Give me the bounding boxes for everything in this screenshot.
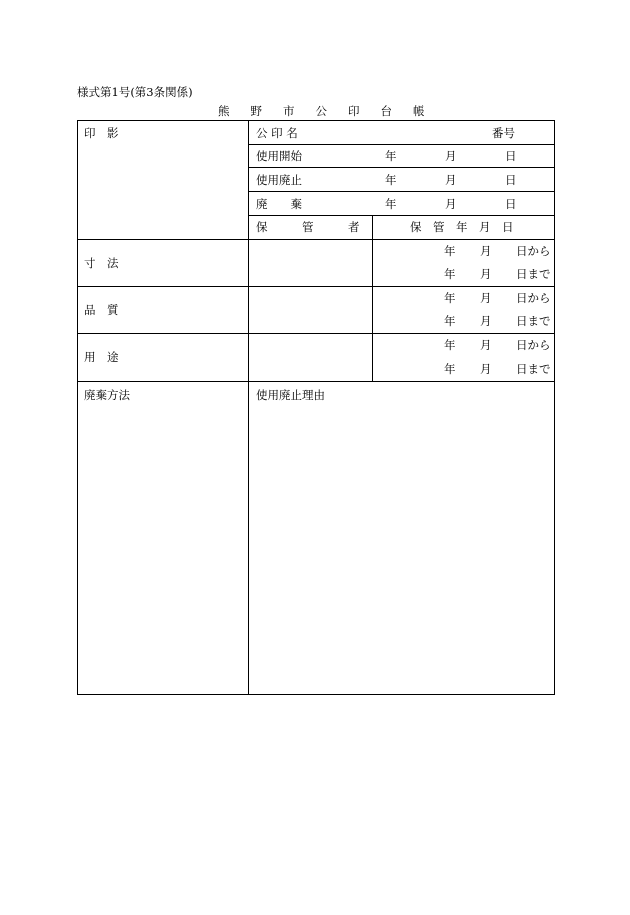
row-line (248, 191, 555, 192)
seal-number-label: 番号 (492, 126, 515, 140)
purpose-label: 用 途 (84, 350, 119, 364)
usage-abolish-label: 使用廃止 (256, 173, 302, 187)
disposal-month: 月 (445, 197, 457, 211)
row-line (78, 239, 555, 240)
usage-start-label: 使用開始 (256, 149, 302, 163)
date-month: 月 (480, 362, 492, 376)
seal-impression-label: 印 影 (84, 126, 119, 140)
date-year: 年 (444, 314, 456, 328)
date-month: 月 (480, 338, 492, 352)
date-from: 日から (516, 244, 551, 258)
row-line (248, 215, 555, 216)
usage-start-day: 日 (505, 149, 517, 163)
seal-name-label: 公 印 名 (256, 126, 298, 140)
custody-date-label: 保 管 年 月 日 (410, 220, 514, 234)
quality-label: 品 質 (84, 303, 119, 317)
custodian-label: 保 管 者 (256, 220, 360, 234)
date-year: 年 (444, 362, 456, 376)
date-month: 月 (480, 267, 492, 281)
date-year: 年 (444, 267, 456, 281)
abolish-reason-label: 使用廃止理由 (256, 388, 325, 402)
disposal-label: 廃 棄 (256, 197, 302, 211)
row-line (78, 381, 555, 382)
date-from: 日から (516, 291, 551, 305)
date-month: 月 (480, 244, 492, 258)
date-year: 年 (444, 338, 456, 352)
disposal-method-label: 廃棄方法 (84, 388, 130, 402)
date-to: 日まで (516, 362, 551, 376)
date-year: 年 (444, 291, 456, 305)
row-line (78, 333, 555, 334)
seal-ledger-table (77, 120, 555, 695)
usage-abolish-day: 日 (505, 173, 517, 187)
column-divider (248, 121, 249, 695)
dimension-label: 寸 法 (84, 256, 119, 270)
date-month: 月 (480, 314, 492, 328)
row-line (78, 286, 555, 287)
usage-start-month: 月 (445, 149, 457, 163)
row-line (248, 144, 555, 145)
date-to: 日まで (516, 267, 551, 281)
form-number: 様式第1号(第3条関係) (77, 85, 193, 99)
disposal-day: 日 (505, 197, 517, 211)
date-month: 月 (480, 291, 492, 305)
page-title: 熊野市公印台帳 (218, 104, 446, 118)
date-from: 日から (516, 338, 551, 352)
date-year: 年 (444, 244, 456, 258)
custody-divider (372, 239, 373, 381)
usage-abolish-year: 年 (385, 173, 397, 187)
usage-abolish-month: 月 (445, 173, 457, 187)
date-to: 日まで (516, 314, 551, 328)
disposal-year: 年 (385, 197, 397, 211)
row-line (248, 167, 555, 168)
usage-start-year: 年 (385, 149, 397, 163)
custody-divider-top (372, 215, 373, 239)
